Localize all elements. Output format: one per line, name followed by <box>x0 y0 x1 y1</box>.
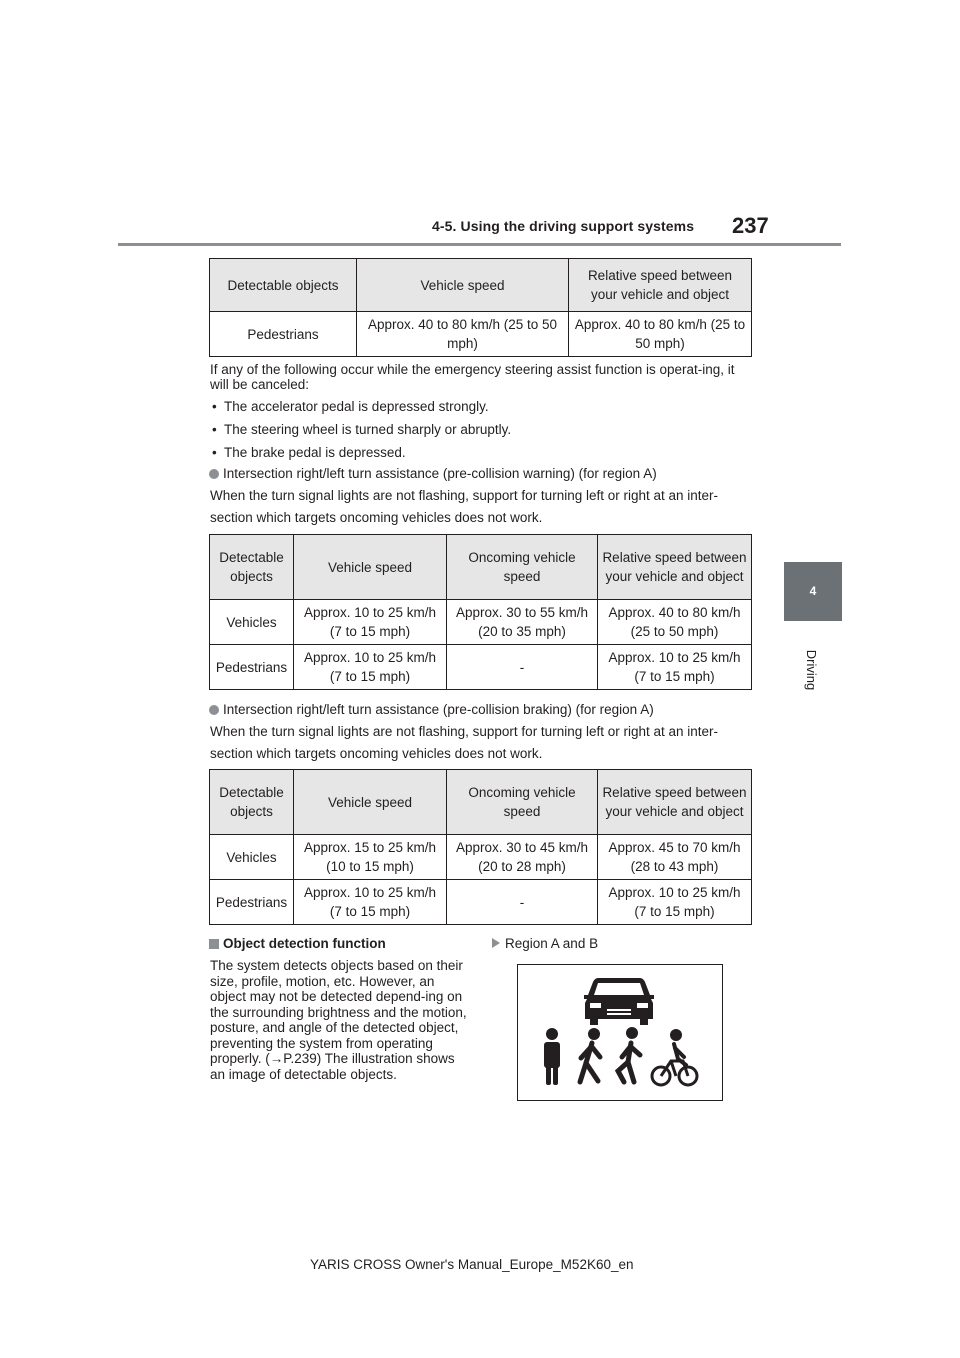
standing-pedestrian-icon <box>544 1028 560 1085</box>
list-item-text: The steering wheel is turned sharply or abruptly. <box>223 422 512 437</box>
table-cell: Approx. 10 to 25 km/h (7 to 15 mph) <box>294 645 447 690</box>
table-cell: Approx. 10 to 25 km/h (7 to 15 mph) <box>294 880 447 925</box>
subsection-heading <box>209 702 654 717</box>
region-label-text: Region A and B <box>505 936 599 951</box>
turn-braking-table <box>209 769 752 925</box>
detectable-objects-svg <box>518 965 722 1100</box>
table-cell: Approx. 10 to 25 km/h (7 to 15 mph) <box>598 645 752 690</box>
header-cell: Relative speed between your vehicle and object <box>569 259 752 312</box>
header-cell: Relative speed between your vehicle and object <box>598 770 752 835</box>
header-cell: Vehicle speed <box>294 535 447 600</box>
table-cell: Pedestrians <box>210 312 357 357</box>
running-pedestrian-head-icon <box>626 1027 638 1039</box>
cancel-paragraph: If any of the following occur while the emergency steering assist function is operat-ing, it will be canceled: <box>210 362 735 392</box>
footer-text: YARIS CROSS Owner's Manual_Europe_M52K60_en <box>310 1257 634 1272</box>
table-row <box>210 835 752 880</box>
chapter-label: Driving <box>804 649 819 691</box>
table-cell: - <box>447 880 598 925</box>
table-cell: Approx. 45 to 70 km/h (28 to 43 mph) <box>598 835 752 880</box>
subsection-heading <box>209 466 657 481</box>
cyclist-icon <box>652 1044 697 1085</box>
object-detection-heading <box>209 936 386 951</box>
table-cell: - <box>447 645 598 690</box>
car-icon <box>584 978 654 1025</box>
header-cell: Oncoming vehicle speed <box>447 770 598 835</box>
table-header-row <box>210 770 752 835</box>
table-header-row <box>210 535 752 600</box>
table-cell: Approx. 15 to 25 km/h (10 to 15 mph) <box>294 835 447 880</box>
bullet-circle-icon <box>209 469 219 479</box>
turn-warning-table <box>209 534 752 690</box>
table-row <box>210 312 752 357</box>
table-row <box>210 880 752 925</box>
table-cell: Approx. 30 to 45 km/h (20 to 28 mph) <box>447 835 598 880</box>
header-cell: Detectable objects <box>210 770 294 835</box>
header-cell: Oncoming vehicle speed <box>447 535 598 600</box>
walking-pedestrian-icon <box>580 1043 600 1082</box>
header-cell: Relative speed between your vehicle and object <box>598 535 752 600</box>
bullet-square-icon <box>209 939 219 949</box>
chapter-tab: 4 <box>784 562 842 621</box>
subsection-heading-text: Intersection right/left turn assistance (pre-collision braking) (for region A) <box>223 702 654 717</box>
header-cell: Detectable objects <box>210 535 294 600</box>
triangle-bullet-icon <box>492 938 500 948</box>
steering-assist-table <box>209 258 752 357</box>
list-item: • The accelerator pedal is depressed strongly. <box>212 399 489 414</box>
header-divider <box>118 243 841 246</box>
table-row <box>210 645 752 690</box>
subsection-paragraph: When the turn signal lights are not flashing, support for turning left or right at an inter-section which targets oncoming vehicles does not work. <box>210 488 719 525</box>
table-row <box>210 600 752 645</box>
table-cell: Vehicles <box>210 600 294 645</box>
running-pedestrian-icon <box>618 1043 640 1082</box>
table-header-row <box>210 259 752 312</box>
list-item-text: The accelerator pedal is depressed strongly. <box>223 399 489 414</box>
table-cell: Approx. 10 to 25 km/h (7 to 15 mph) <box>598 880 752 925</box>
table-cell: Approx. 30 to 55 km/h (20 to 35 mph) <box>447 600 598 645</box>
list-item: • The steering wheel is turned sharply or abruptly. <box>212 422 512 437</box>
object-detection-heading-text: Object detection function <box>223 936 386 951</box>
region-label <box>492 936 598 951</box>
header-cell: Vehicle speed <box>294 770 447 835</box>
bullet-circle-icon <box>209 705 219 715</box>
section-title: 4-5. Using the driving support systems <box>432 218 695 234</box>
walking-pedestrian-head-icon <box>588 1028 600 1040</box>
subsection-paragraph: When the turn signal lights are not flashing, support for turning left or right at an inter-section which targets oncoming vehicles does not work. <box>210 724 719 761</box>
header-cell: Vehicle speed <box>357 259 569 312</box>
list-item: • The brake pedal is depressed. <box>212 445 406 460</box>
page-number: 237 <box>732 213 769 238</box>
table-cell: Approx. 40 to 80 km/h (25 to 50 mph) <box>598 600 752 645</box>
subsection-heading-text: Intersection right/left turn assistance (pre-collision warning) (for region A) <box>223 466 657 481</box>
table-cell: Approx. 40 to 80 km/h (25 to 50 mph) <box>569 312 752 357</box>
table-cell: Approx. 10 to 25 km/h (7 to 15 mph) <box>294 600 447 645</box>
table-cell: Pedestrians <box>210 880 294 925</box>
table-cell: Pedestrians <box>210 645 294 690</box>
object-detection-paragraph: The system detects objects based on their size, profile, motion, etc. However, an object may not be detected depend-ing on the surrounding brightness and the motion, posture, and angle of the detected object, preventing the system from operating properly. (→P.239) The illustration shows an image of detectable objects. <box>210 958 467 1082</box>
table-cell: Vehicles <box>210 835 294 880</box>
table-cell: Approx. 40 to 80 km/h (25 to 50 mph) <box>357 312 569 357</box>
list-item-text: The brake pedal is depressed. <box>223 445 406 460</box>
detectable-objects-illustration <box>517 964 723 1101</box>
header-cell: Detectable objects <box>210 259 357 312</box>
cyclist-head-icon <box>670 1029 682 1041</box>
